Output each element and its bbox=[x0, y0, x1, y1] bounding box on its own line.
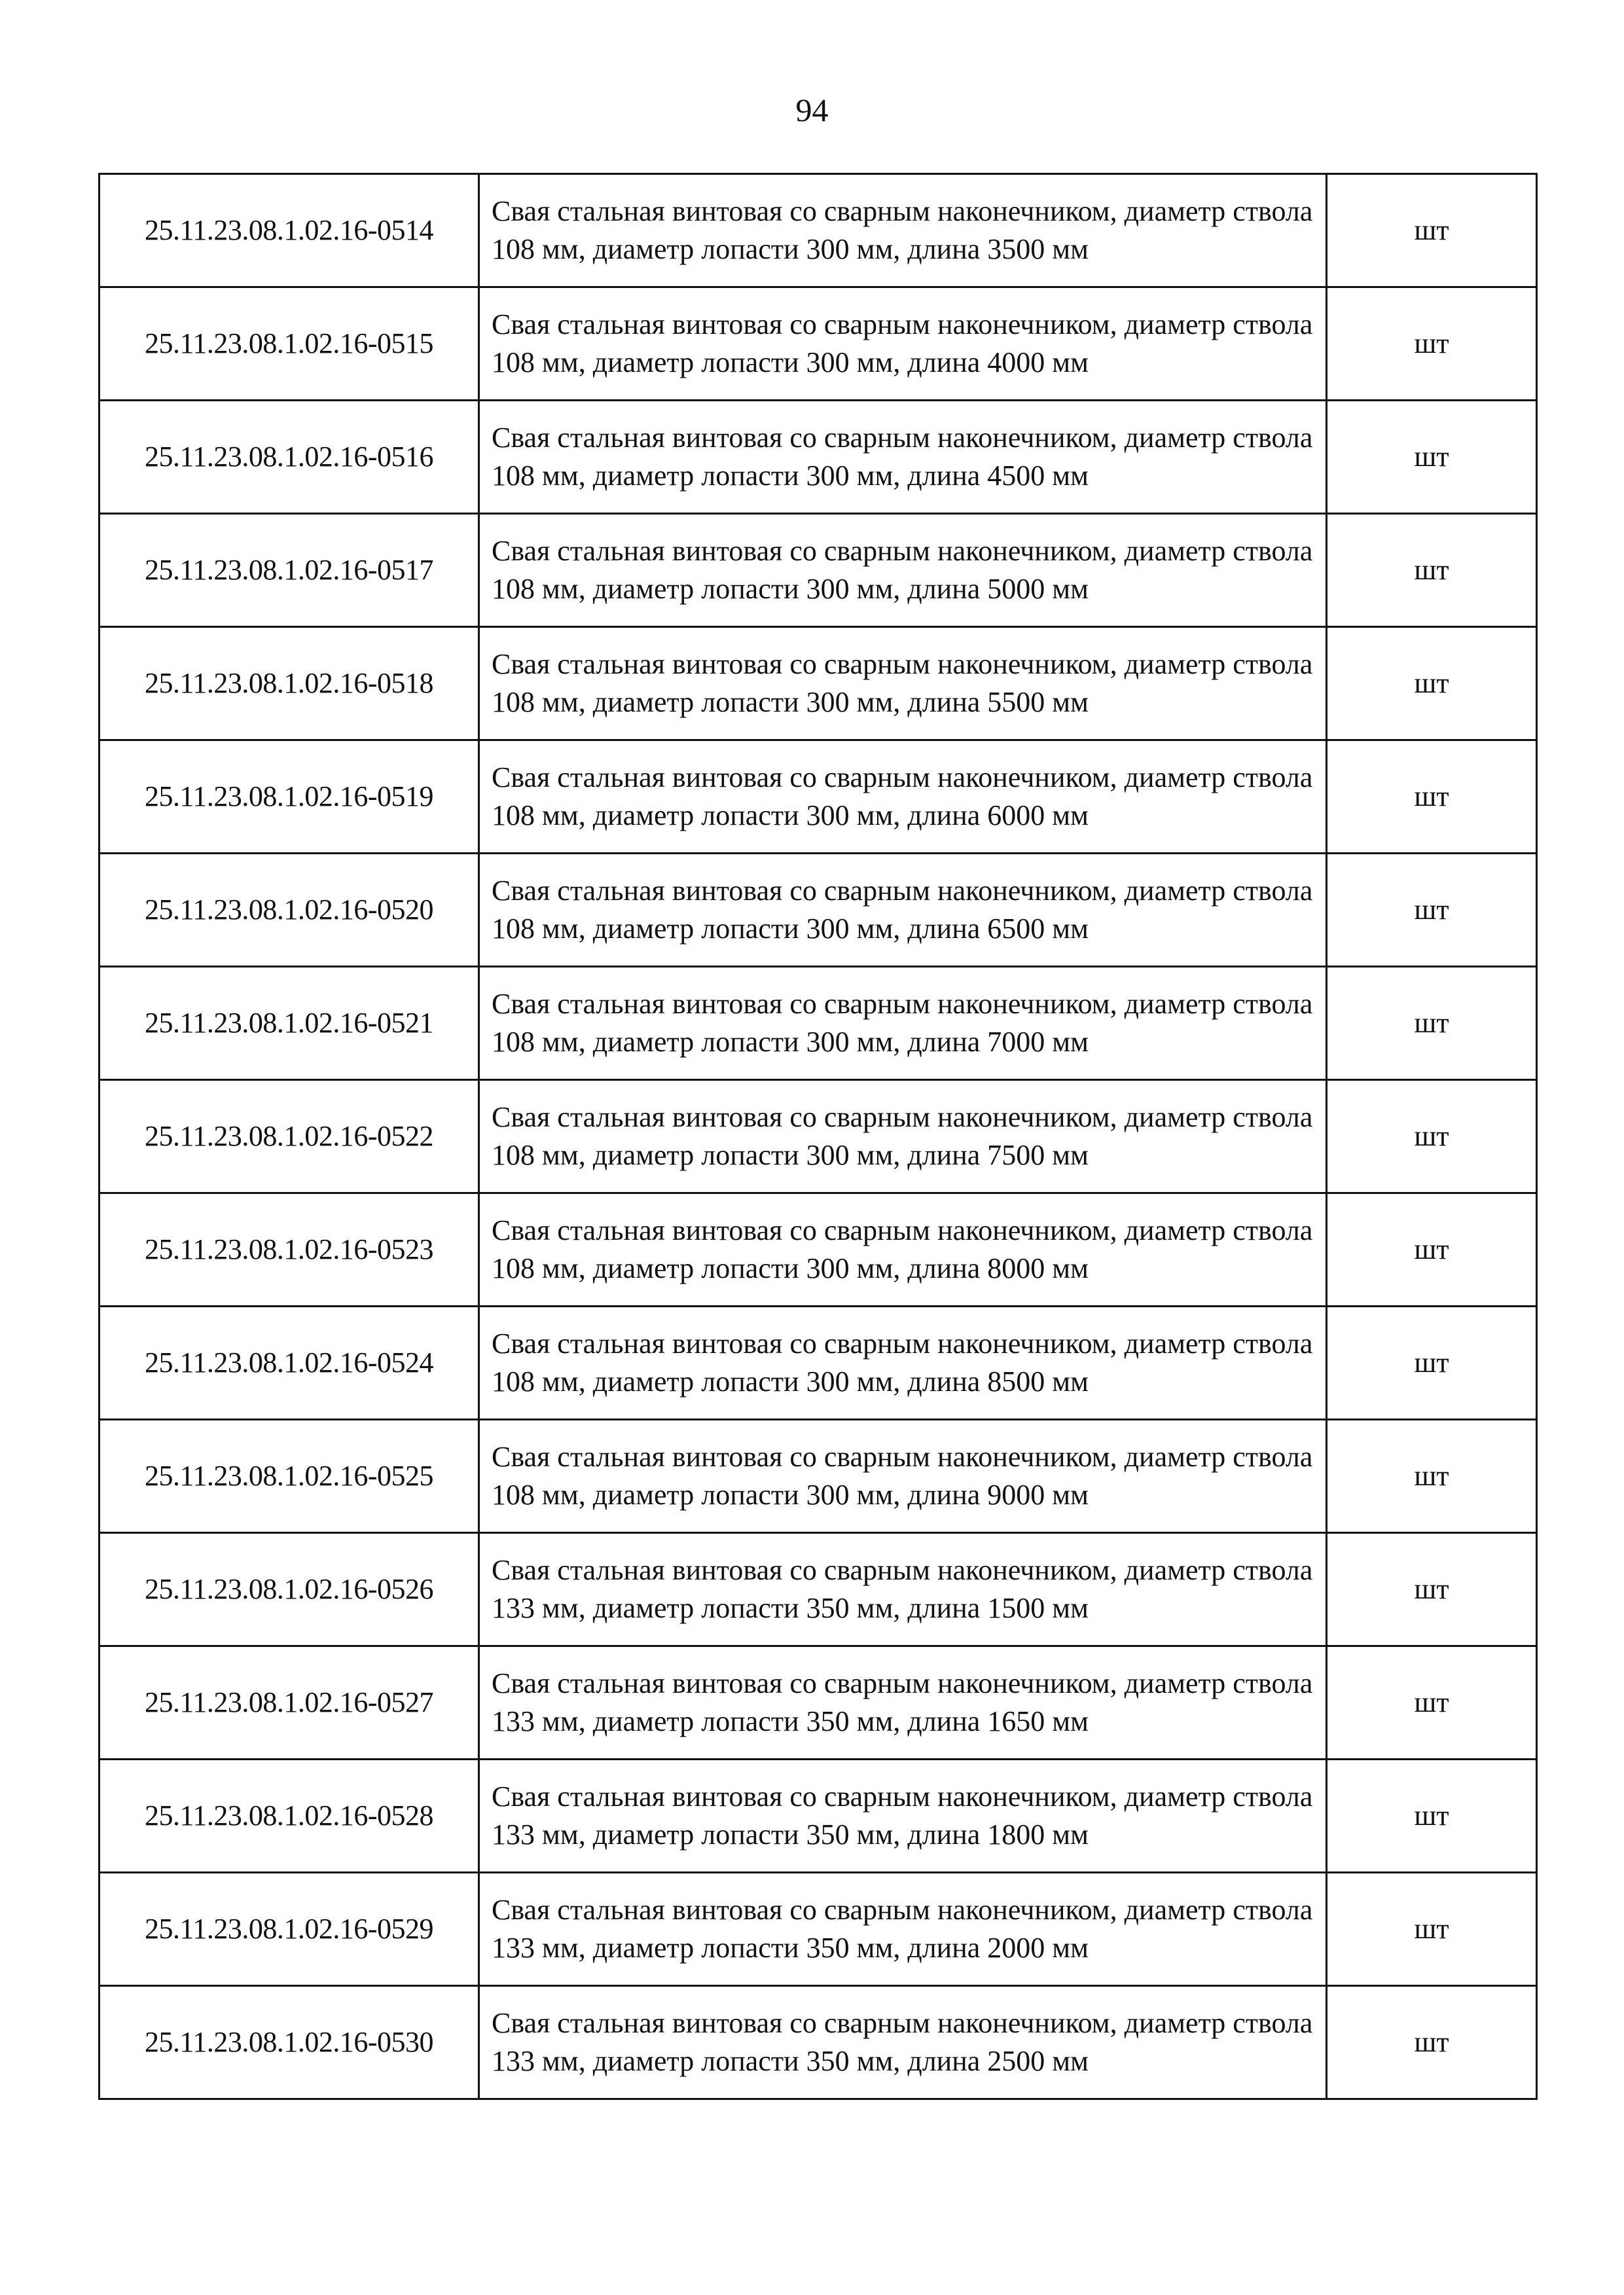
resource-code-cell: 25.11.23.08.1.02.16-0516 bbox=[99, 401, 479, 514]
pile-specification-table bbox=[98, 173, 1538, 2100]
resource-description-cell: Свая стальная винтовая со сварным наконечником, диаметр ствола 108 мм, диаметр лопасти 300 мм, длина 9000 мм bbox=[479, 1420, 1327, 1533]
table-row bbox=[99, 1873, 1537, 1986]
table-row bbox=[99, 287, 1537, 401]
unit-cell: шт bbox=[1327, 1307, 1537, 1420]
table-row bbox=[99, 514, 1537, 627]
resource-code-cell: 25.11.23.08.1.02.16-0526 bbox=[99, 1533, 479, 1646]
table-row bbox=[99, 1080, 1537, 1193]
page-number: 94 bbox=[795, 92, 829, 128]
table-row bbox=[99, 1307, 1537, 1420]
resource-code-cell: 25.11.23.08.1.02.16-0525 bbox=[99, 1420, 479, 1533]
resource-code-cell: 25.11.23.08.1.02.16-0524 bbox=[99, 1307, 479, 1420]
unit-cell: шт bbox=[1327, 1420, 1537, 1533]
unit-cell: шт bbox=[1327, 1080, 1537, 1193]
table-row bbox=[99, 1533, 1537, 1646]
resource-description-cell: Свая стальная винтовая со сварным наконечником, диаметр ствола 108 мм, диаметр лопасти 300 мм, длина 8500 мм bbox=[479, 1307, 1327, 1420]
unit-cell: шт bbox=[1327, 1533, 1537, 1646]
unit-cell: шт bbox=[1327, 514, 1537, 627]
unit-cell: шт bbox=[1327, 174, 1537, 287]
resource-description-cell: Свая стальная винтовая со сварным наконечником, диаметр ствола 133 мм, диаметр лопасти 350 мм, длина 1650 мм bbox=[479, 1646, 1327, 1760]
table-row bbox=[99, 854, 1537, 967]
resource-description-cell: Свая стальная винтовая со сварным наконечником, диаметр ствола 108 мм, диаметр лопасти 300 мм, длина 5000 мм bbox=[479, 514, 1327, 627]
resource-code-cell: 25.11.23.08.1.02.16-0521 bbox=[99, 967, 479, 1080]
unit-cell: шт bbox=[1327, 401, 1537, 514]
resource-description-cell: Свая стальная винтовая со сварным наконечником, диаметр ствола 108 мм, диаметр лопасти 300 мм, длина 6500 мм bbox=[479, 854, 1327, 967]
unit-cell: шт bbox=[1327, 854, 1537, 967]
unit-cell: шт bbox=[1327, 967, 1537, 1080]
resource-code-cell: 25.11.23.08.1.02.16-0520 bbox=[99, 854, 479, 967]
resource-code-cell: 25.11.23.08.1.02.16-0519 bbox=[99, 740, 479, 854]
table-row bbox=[99, 1193, 1537, 1307]
resource-code-cell: 25.11.23.08.1.02.16-0518 bbox=[99, 627, 479, 740]
unit-cell: шт bbox=[1327, 1760, 1537, 1873]
unit-cell: шт bbox=[1327, 1193, 1537, 1307]
table-row bbox=[99, 627, 1537, 740]
table-body bbox=[99, 174, 1537, 2099]
resource-description-cell: Свая стальная винтовая со сварным наконечником, диаметр ствола 133 мм, диаметр лопасти 350 мм, длина 1500 мм bbox=[479, 1533, 1327, 1646]
table-row bbox=[99, 1646, 1537, 1760]
resource-description-cell: Свая стальная винтовая со сварным наконечником, диаметр ствола 133 мм, диаметр лопасти 350 мм, длина 1800 мм bbox=[479, 1760, 1327, 1873]
resource-code-cell: 25.11.23.08.1.02.16-0529 bbox=[99, 1873, 479, 1986]
table-row bbox=[99, 740, 1537, 854]
resource-description-cell: Свая стальная винтовая со сварным наконечником, диаметр ствола 108 мм, диаметр лопасти 300 мм, длина 8000 мм bbox=[479, 1193, 1327, 1307]
resource-description-cell: Свая стальная винтовая со сварным наконечником, диаметр ствола 108 мм, диаметр лопасти 300 мм, длина 4500 мм bbox=[479, 401, 1327, 514]
resource-description-cell: Свая стальная винтовая со сварным наконечником, диаметр ствола 108 мм, диаметр лопасти 300 мм, длина 4000 мм bbox=[479, 287, 1327, 401]
table-row bbox=[99, 1760, 1537, 1873]
table-row bbox=[99, 1420, 1537, 1533]
resource-description-cell: Свая стальная винтовая со сварным наконечником, диаметр ствола 108 мм, диаметр лопасти 300 мм, длина 3500 мм bbox=[479, 174, 1327, 287]
resource-description-cell: Свая стальная винтовая со сварным наконечником, диаметр ствола 108 мм, диаметр лопасти 300 мм, длина 7000 мм bbox=[479, 967, 1327, 1080]
resource-description-cell: Свая стальная винтовая со сварным наконечником, диаметр ствола 108 мм, диаметр лопасти 300 мм, длина 6000 мм bbox=[479, 740, 1327, 854]
unit-cell: шт bbox=[1327, 1646, 1537, 1760]
unit-cell: шт bbox=[1327, 627, 1537, 740]
table-row bbox=[99, 1986, 1537, 2099]
resource-code-cell: 25.11.23.08.1.02.16-0528 bbox=[99, 1760, 479, 1873]
unit-cell: шт bbox=[1327, 1986, 1537, 2099]
table-row bbox=[99, 174, 1537, 287]
resource-code-cell: 25.11.23.08.1.02.16-0530 bbox=[99, 1986, 479, 2099]
resource-description-cell: Свая стальная винтовая со сварным наконечником, диаметр ствола 133 мм, диаметр лопасти 350 мм, длина 2000 мм bbox=[479, 1873, 1327, 1986]
resource-code-cell: 25.11.23.08.1.02.16-0527 bbox=[99, 1646, 479, 1760]
resource-code-cell: 25.11.23.08.1.02.16-0523 bbox=[99, 1193, 479, 1307]
unit-cell: шт bbox=[1327, 740, 1537, 854]
resource-code-cell: 25.11.23.08.1.02.16-0522 bbox=[99, 1080, 479, 1193]
unit-cell: шт bbox=[1327, 1873, 1537, 1986]
resource-code-cell: 25.11.23.08.1.02.16-0514 bbox=[99, 174, 479, 287]
resource-code-cell: 25.11.23.08.1.02.16-0517 bbox=[99, 514, 479, 627]
table-row bbox=[99, 967, 1537, 1080]
resource-description-cell: Свая стальная винтовая со сварным наконечником, диаметр ствола 133 мм, диаметр лопасти 350 мм, длина 2500 мм bbox=[479, 1986, 1327, 2099]
table-row bbox=[99, 401, 1537, 514]
unit-cell: шт bbox=[1327, 287, 1537, 401]
resource-description-cell: Свая стальная винтовая со сварным наконечником, диаметр ствола 108 мм, диаметр лопасти 300 мм, длина 7500 мм bbox=[479, 1080, 1327, 1193]
resource-description-cell: Свая стальная винтовая со сварным наконечником, диаметр ствола 108 мм, диаметр лопасти 300 мм, длина 5500 мм bbox=[479, 627, 1327, 740]
resource-code-cell: 25.11.23.08.1.02.16-0515 bbox=[99, 287, 479, 401]
